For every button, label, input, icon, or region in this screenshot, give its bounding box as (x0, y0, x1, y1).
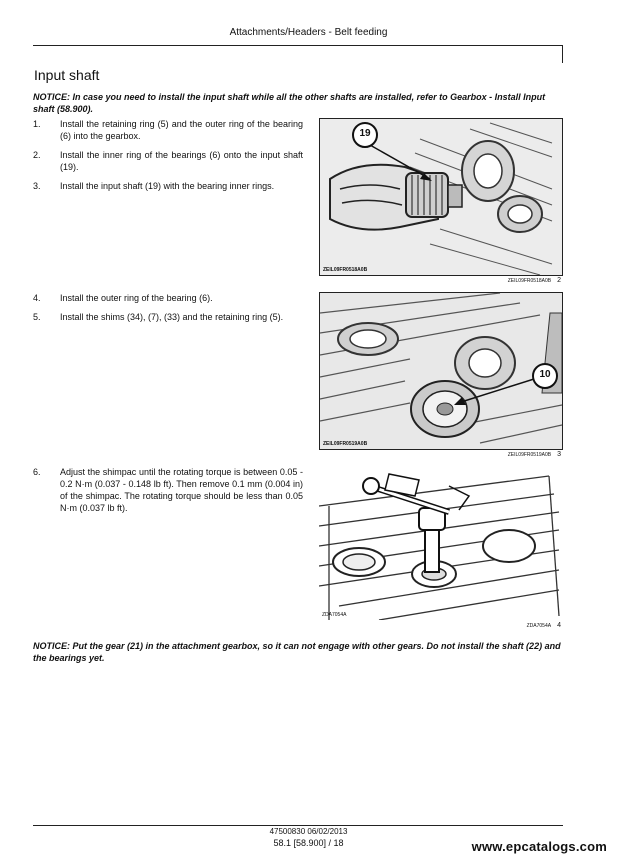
figure-code: ZEIL09FR0518A0B (323, 267, 368, 273)
footer-doc-number: 47500830 06/02/2013 (269, 827, 348, 836)
step-number: 6. (33, 467, 41, 477)
step-text: Install the retaining ring (5) and the outer ring of the bearing (6) into the gearbox. (60, 119, 303, 141)
step-item (33, 311, 303, 323)
figure-number: 2 (557, 277, 561, 284)
step-number: 3. (33, 181, 41, 191)
header-rule-tick (562, 45, 563, 63)
step-text: Install the shims (34), (7), (33) and the retaining ring (5). (60, 312, 284, 322)
figure-bearing-outer-ring (319, 292, 563, 450)
step-item (33, 466, 303, 514)
figure-torque-check (319, 466, 561, 620)
figure-code: ZEIL09FR0519A0B (323, 441, 368, 447)
step-item (33, 118, 303, 142)
step-text: Adjust the shimpac until the rotating torque is between 0.05 - 0.2 N·m (0.037 - 0.148 lb ft). Then remove 0.1 mm (0.004 in) of the shimpac. The rotating torque should be less than 0.05 N·m (0.037 lb ft). (60, 467, 303, 513)
steps-group-a (33, 118, 303, 199)
footer-url-link[interactable]: www.epcatalogs.com (471, 839, 607, 854)
step-number: 1. (33, 119, 41, 129)
figure-caption-2 (319, 277, 561, 284)
figure-caption-4 (319, 622, 561, 629)
figure-caption-code: ZDA7054A (526, 623, 552, 629)
step-item (33, 292, 303, 304)
figure-caption-code: ZEIL09FR0519A0B (507, 452, 552, 458)
step-item (33, 180, 303, 192)
step-item (33, 149, 303, 173)
step-number: 4. (33, 293, 41, 303)
step-text: Install the input shaft (19) with the bearing inner rings. (60, 181, 275, 191)
figure-caption-code: ZEIL09FR0518A0B (507, 278, 552, 284)
step-text: Install the outer ring of the bearing (6). (60, 293, 213, 303)
header-rule (33, 45, 563, 46)
step-number: 5. (33, 312, 41, 322)
footer-page-ref: 58.1 [58.900] / 18 (273, 838, 344, 848)
callout-label: 10 (539, 369, 551, 380)
figure-illustration-2 (320, 293, 562, 449)
steps-group-c (33, 466, 303, 521)
footer-rule (33, 825, 563, 826)
figure-number: 4 (557, 622, 561, 629)
notice-top: NOTICE: In case you need to install the input shaft while all the other shafts are installed, refer to Gearbox - Install Input shaft (58.900). (33, 92, 546, 114)
step-text: Install the inner ring of the bearings (6) onto the input shaft (19). (60, 150, 303, 172)
notice-bottom: NOTICE: Put the gear (21) in the attachment gearbox, so it can not engage with other gears. Do not install the shaft (22) and the bearings yet. (33, 641, 561, 663)
figure-illustration-3 (319, 466, 561, 620)
figure-caption-3 (319, 451, 561, 458)
steps-group-b (33, 292, 303, 330)
figure-illustration-1 (320, 119, 562, 275)
page-header-title: Attachments/Headers - Belt feeding (229, 27, 388, 38)
callout-label: 19 (359, 128, 371, 139)
figure-code: ZDA7054A (322, 612, 347, 618)
figure-number: 3 (557, 451, 561, 458)
figure-input-shaft-install (319, 118, 563, 276)
step-number: 2. (33, 150, 41, 160)
section-title: Input shaft (34, 67, 100, 83)
